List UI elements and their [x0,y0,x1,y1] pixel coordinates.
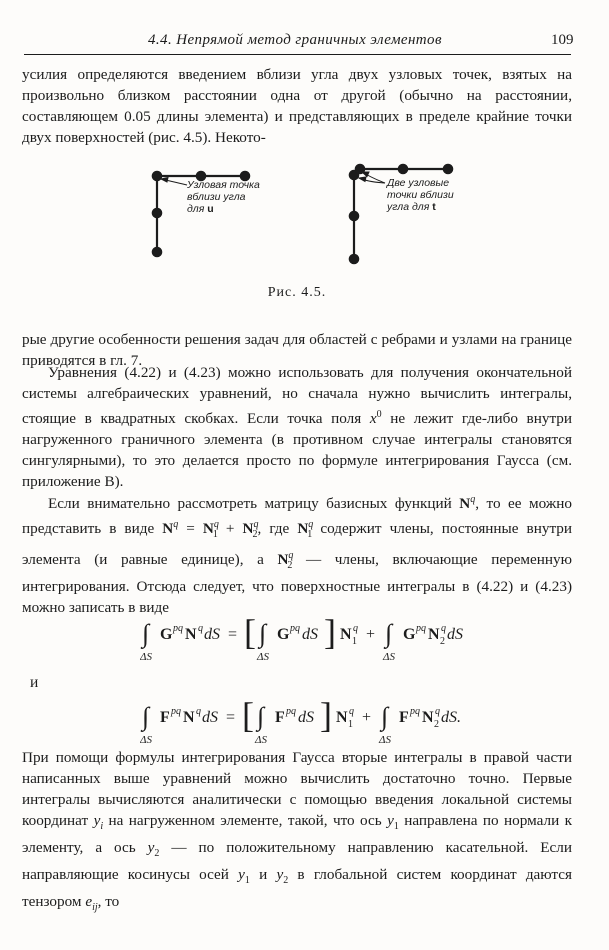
svg-text:F: F [399,709,409,726]
svg-text:ΔS: ΔS [257,651,269,663]
label-var-u: u [207,203,214,215]
svg-text:N: N [185,626,197,643]
svg-text:=: = [228,626,238,643]
label-line: вблизи угла [187,191,246,203]
equation-g-render [140,612,470,664]
svg-text:∫: ∫ [257,702,265,731]
svg-text:ΔS: ΔS [383,651,395,663]
svg-text:N: N [183,709,195,726]
svg-text:2: 2 [434,719,439,730]
svg-text:q: q [198,623,203,634]
svg-text:ΔS: ΔS [379,734,391,746]
conjunction-and: и [30,674,39,691]
svg-text:dS: dS [298,709,314,726]
paragraph-gauss: При помощи формулы интегрирования Гаусса вторые интегралы в правой части написанных выше уравнений можно вычислить достаточно точно. Первые интегралы вычисляются аналитически с помощью введения локальной системы координат $y_i$ на нагруженном элементе, такой, что ось $y_1$ направлена по нормали к элементу, а ось $y_2$ — по положительному направлению касательной. Если направляющие косинусы осей $y_1$ и $y_2$ в глобальной систем координат даются тензором $e_{ij}$, то [22,749,572,914]
svg-text:]: ] [320,695,332,735]
paragraph-edges: рые другие особенности решения задач для областей с ребрами и узлами на границе приводятся в гл. 7. [22,331,572,369]
svg-text:N: N [428,626,440,643]
svg-text:pq: pq [286,706,296,717]
svg-text:q: q [441,623,446,634]
eq1-limit: ΔS [140,651,152,663]
header-rule [24,54,571,55]
svg-text:dS.: dS. [441,709,461,726]
label-node-point-u [187,179,260,215]
svg-text:ΔS: ΔS [255,734,267,746]
svg-text:pq: pq [416,623,426,634]
label-line: точки вблизи [387,189,454,201]
svg-text:1: 1 [352,636,357,647]
svg-text:q: q [353,623,358,634]
label-line: для [187,203,205,215]
page-header [0,0,609,57]
svg-text:∫: ∫ [381,702,389,731]
page-number: 109 [551,32,574,48]
svg-text:+: + [362,709,372,726]
svg-text:dS: dS [204,626,220,643]
svg-text:pq: pq [171,706,181,717]
svg-text:q: q [196,706,201,717]
svg-text:1: 1 [348,719,353,730]
svg-text:N: N [422,709,434,726]
paragraph-basis-functions: Если внимательно рассмотреть матрицу базисных функций $N^q$, то ее можно представить в виде $N^q = N^q_1 + N^q_2$, где $N^q_1$ содержит члены, постоянные внутри элемента (и равные единице), а $N^q_2$ — члены, включающие переменную интегрирования. Отсюда следует, что поверхностные интегралы в (4.22) и (4.23) можно записать в виде [22,494,572,617]
svg-text:pq: pq [290,623,300,634]
paragraph-corner-nodes: усилия определяются введением вблизи угла двух узловых точек, взятых на произвольно близком расстоянии одна от другой (обычно на расстоянии, составляющем 0.05 длины элемента) и представляющих в пределе крайние точки двух поверхностей (рис. 4.5). Некото- [22,66,572,146]
equation-f-render [140,695,480,747]
equation-g [140,612,470,664]
svg-text:+: + [366,626,376,643]
svg-text:∫: ∫ [259,619,267,648]
svg-text:[: [ [244,612,256,652]
paragraph-equations: Уравнения (4.22) и (4.23) можно использовать для получения окончательной системы алгебраических уравнений, но сначала нужно вычислить интегралы, стоящие в квадратных скобках. Если точка поля $x^0$ не лежит где-либо внутри нагруженного граничного элемента (в противном случае интегралы становятся сингулярными), то это делается просто по формуле интегрирования Гаусса (см. приложение B). [22,364,572,491]
eq2-limit: ΔS [140,734,152,746]
svg-text:pq: pq [410,706,420,717]
svg-text:dS: dS [447,626,463,643]
svg-text:∫: ∫ [142,619,150,648]
svg-text:G: G [277,626,290,643]
svg-text:N: N [340,626,352,643]
svg-text:[: [ [242,695,254,735]
svg-text:G: G [403,626,416,643]
svg-text:G: G [160,626,173,643]
label-line: угла для [387,201,430,213]
svg-text:dS: dS [302,626,318,643]
label-var-t: t [432,201,436,213]
svg-text:∫: ∫ [385,619,393,648]
equation-f [140,695,480,747]
figure-4-5 [140,158,480,270]
svg-text:2: 2 [440,636,445,647]
svg-text:dS: dS [202,709,218,726]
running-title: 4.4. Непрямой метод граничных элементов [148,32,442,48]
figure-caption: Рис. 4.5. [267,285,327,300]
label-node-points-t [387,177,454,213]
svg-text:q: q [349,706,354,717]
svg-text:F: F [275,709,285,726]
svg-text:q: q [435,706,440,717]
svg-text:F: F [160,709,170,726]
svg-text:=: = [226,709,236,726]
svg-text:N: N [336,709,348,726]
var-x0: x [369,410,377,428]
svg-text:]: ] [324,612,336,652]
svg-text:pq: pq [173,623,183,634]
label-line: Две узловые [387,177,450,189]
label-line: Узловая точка [187,179,260,191]
svg-text:∫: ∫ [142,702,150,731]
